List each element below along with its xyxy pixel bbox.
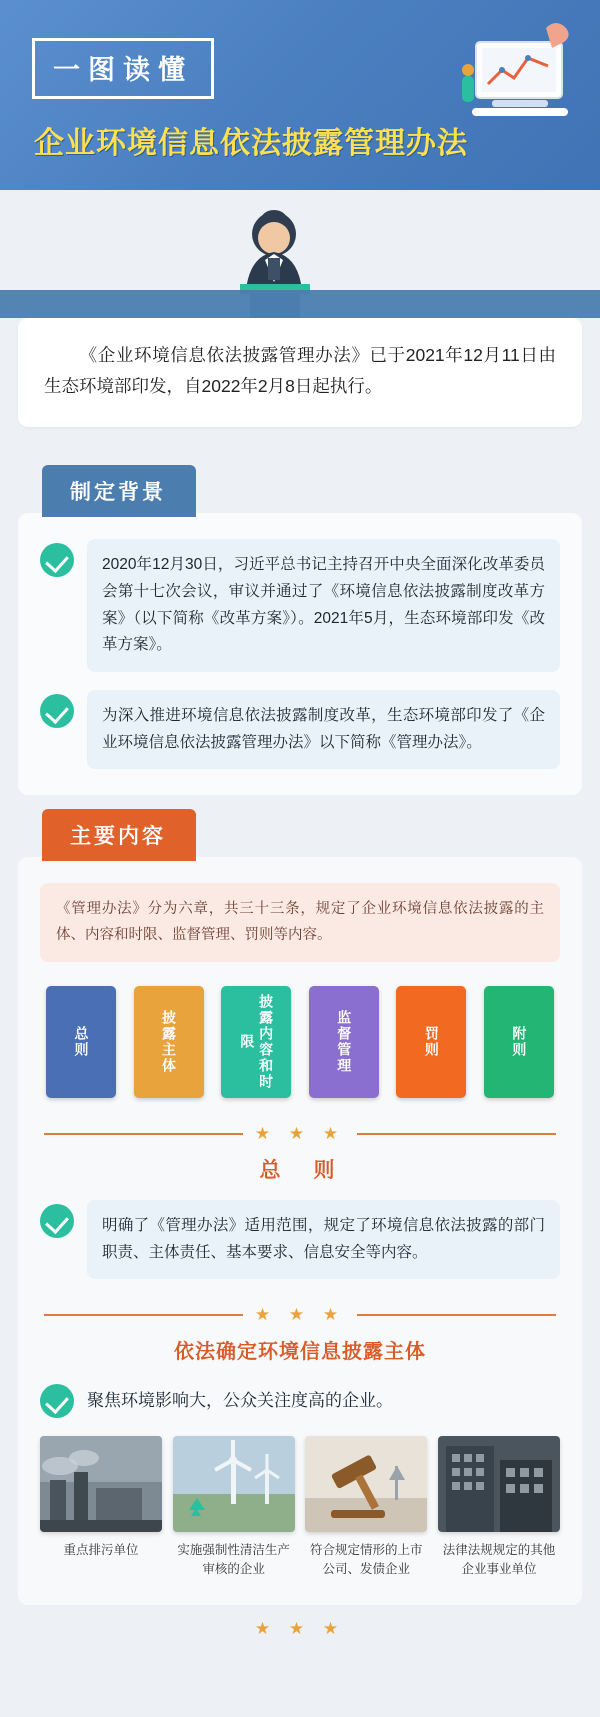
gavel-justice-icon: [305, 1436, 427, 1532]
divider-line: [357, 1133, 556, 1135]
divider-line: [44, 1314, 243, 1316]
chapter-block: 总则: [46, 986, 116, 1098]
summary-box: 《管理办法》分为六章，共三十三条，规定了企业环境信息依法披露的主体、内容和时限、监督管理、罚则等内容。: [40, 883, 560, 962]
list-item: [40, 1200, 560, 1279]
picture-grid: [40, 1436, 560, 1579]
sub-section-title: 总 则: [259, 1157, 341, 1182]
check-circle-icon: [40, 1204, 74, 1238]
computer-monitor-chart-icon: [446, 12, 586, 122]
stars-label: ★ ★ ★: [254, 1123, 346, 1143]
picture-caption: 法律法规规定的其他企业事业单位: [442, 1543, 556, 1576]
picture-caption: 重点排污单位: [63, 1543, 139, 1558]
check-circle-icon: [40, 694, 74, 728]
list-item: [40, 1380, 560, 1418]
list-item: [40, 690, 560, 769]
section-tab-background: 制定背景: [42, 465, 196, 517]
factory-smokestack-icon: [40, 1436, 162, 1532]
bullet-text: 为深入推进环境信息依法披露制度改革，生态环境部印发了《企业环境信息依法披露管理办法》以下简称《管理办法》。: [87, 690, 560, 769]
picture-item: [305, 1436, 427, 1579]
intro-card: [18, 318, 582, 427]
section-background: [0, 465, 600, 795]
bullet-text: 2020年12月30日，习近平总书记主持召开中央全面深化改革委员会第十七次会议，审议并通过了《环境信息依法披露制度改革方案》（以下简称《改革方案》）。2021年5月，生态环境部印发《改革方案》。: [87, 539, 560, 672]
chapter-block: 监督管理: [309, 986, 379, 1098]
picture-caption: 符合规定情形的上市公司、发债企业: [310, 1543, 423, 1576]
sub-section-title: 依法确定环境信息披露主体: [174, 1341, 426, 1364]
stars-label: ★ ★ ★: [254, 1305, 346, 1325]
header-ribbon-label: 一图读懂: [32, 38, 214, 99]
check-circle-icon: [40, 1384, 74, 1418]
star-divider: [44, 1124, 556, 1144]
page-title: 企业环境信息依法披露管理办法: [34, 127, 468, 160]
divider-line: [357, 1314, 556, 1316]
section-body-background: [18, 513, 582, 795]
bullet-text: 明确了《管理办法》适用范围，规定了环境信息依法披露的部门职责、主体责任、基本要求、信息安全等内容。: [87, 1200, 560, 1279]
chapter-block: 披露内容和时限: [221, 986, 291, 1098]
chapter-list: [46, 986, 554, 1098]
list-item: [40, 539, 560, 672]
bullet-text: 聚焦环境影响大，公众关注度高的企业。: [87, 1391, 393, 1411]
section-main-content: [0, 809, 600, 1605]
intro-zone: [0, 190, 600, 451]
section-body-main-content: [18, 857, 582, 1605]
speaker-at-podium-icon: [0, 198, 600, 318]
picture-item: [173, 1436, 295, 1579]
check-circle-icon: [40, 543, 74, 577]
intro-text: 《企业环境信息依法披露管理办法》已于2021年12月11日由生态环境部印发，自2022年2月8日起执行。: [44, 345, 556, 396]
chapter-block: 披露主体: [134, 986, 204, 1098]
picture-item: [438, 1436, 560, 1579]
footer-stars: ★ ★ ★: [254, 1618, 346, 1638]
page-header: [0, 0, 600, 190]
star-divider: [44, 1305, 556, 1325]
section-tab-main-content: 主要内容: [42, 809, 196, 861]
chapter-block: 罚则: [396, 986, 466, 1098]
divider-line: [44, 1133, 243, 1135]
picture-caption: 实施强制性清洁生产审核的企业: [177, 1543, 290, 1576]
chapter-block: 附则: [484, 986, 554, 1098]
picture-item: [40, 1436, 162, 1579]
office-building-icon: [438, 1436, 560, 1532]
wind-turbine-recycle-icon: [173, 1436, 295, 1532]
